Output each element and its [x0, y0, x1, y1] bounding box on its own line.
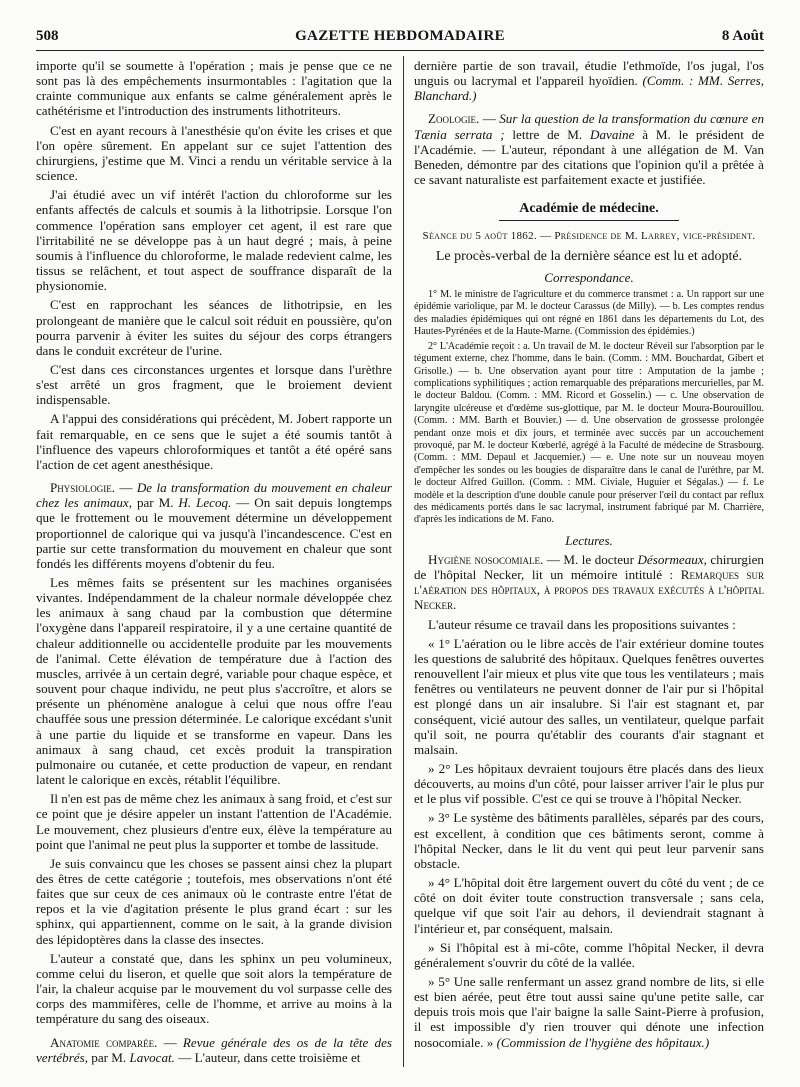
section-text: — On sait depuis longtemps que le frottement ou le mouvement détermine un développement proportionnel de calorique qui va jusqu'à l'incandescence. C'est en partie sur cette transformation du mouvement en chaleur que sont fondés les différents moyens d'obtenir du feu. — [36, 495, 392, 571]
issue-date: 8 Août — [721, 28, 764, 44]
author-name: Lavocat. — [129, 1049, 175, 1065]
zoologie-section: Zoologie. — Sur la question de la transformation du cœnure en Tænia serrata ; lettre de M. Davaine à M. le président de l'Académie. — L'auteur, répondant à une allégation de M. Van Beneden, démontre par des citations que l'opinion qu'il a prêtée à ce savant naturaliste est parfaitement exacte et justifiée. — [414, 111, 764, 188]
correspondance-item: 1° M. le ministre de l'agriculture et du commerce transmet : a. Un rapport sur une épidémie variolique, par M. le docteur Carassus (de Milly). — b. Les comptes rendus des maladies épidémiques qui ont régné en 1861 dans les départements du Lot, des Hautes-Pyrénées et de la Haute-Marne. (Commission des épidémies.) — [414, 289, 764, 338]
correspondance-block — [414, 289, 764, 527]
commission-note: (Commission de l'hygiène des hôpitaux.) — [496, 1034, 710, 1050]
journal-title: GAZETTE HEBDOMADAIRE — [295, 28, 505, 44]
section-label: Hygiène nosocomiale. — [428, 551, 544, 567]
paragraph: Il n'en est pas de même chez les animaux à sang froid, et c'est sur ce point que je désire appeler un instant l'attention de l'Académie. Le mouvement, chez plusieurs d'entre eux, élève la température au point que l'animal ne peut plus la supporter et tombe de lassitude. — [36, 791, 392, 852]
paragraph — [414, 974, 764, 1050]
section-label: Physiologie. — [50, 480, 116, 496]
byline: par M. — [136, 495, 174, 511]
commission-note: (Comm. : MM. Serres, Blanchard.) — [414, 73, 764, 104]
author-name: Davaine — [590, 126, 635, 142]
paragraph: C'est en rapprochant les séances de lithotripsie, en les prolongeant de manière que le calcul soit réduit en poussière, qu'on pourra parvenir à éviter les suites du séjour des corps étrangers dans le conduit excréteur de l'urine. — [36, 297, 392, 358]
header-rule — [36, 50, 764, 51]
page-header — [36, 28, 764, 48]
paragraph: » 3° Le système des bâtiments parallèles, séparés par des cours, est excellent, à condition que ces bâtiments seront, comme à l'hôpital Necker, dans le lit du vent qui peut leur parvenir sans obstacle. — [414, 810, 764, 871]
byline: par M. — [91, 1049, 127, 1065]
paragraph: Les mêmes faits se présentent sur les machines organisées vivantes. Indépendamment de la chaleur normale développée chez les animaux à sang chaud par la combustion que détermine l'oxygène dans l'appareil respiratoire, il y a une certaine quantité de chaleur additionnelle ou accidentelle produite par les mouvements de l'animal. Cette élévation de température due à l'action des muscles, arrivée à un certain degré, variable pour chaque espèce, et souvent pour chaque individu, ne peut plus s'accroître, et alors se présente un phénomène analogue à celui que nous offre l'eau chauffée sous une pression déterminée. Le calorique excédant s'unit à une partie du liquide et se transforme en vapeur. Dans les animaux à sang chaud, cet excès produit la transpiration pulmonaire ou cutanée, et cette production de vapeur, en rendant latent le calorique en excès, rétablit l'équilibre. — [36, 575, 392, 788]
section-text: lettre de M. — [512, 126, 583, 142]
heading-rule — [499, 220, 679, 221]
column-divider — [403, 56, 404, 1067]
paragraph: L'auteur résume ce travail dans les propositions suivantes : — [428, 616, 736, 632]
paragraph: Je suis convaincu que les choses se passent ainsi chez la plupart des êtres de cette catégorie ; toutefois, mes observations n'ont été faites que sur ceux de ces animaux où le contraste entre l'état de repos et la vie d'agitation présente le plus grand écart : sur les sphinx, qui appartiennent, comme on le sait, à la grande division des lépidoptères dans la classe des insectes. — [36, 855, 392, 947]
paragraph: L'auteur a constaté que, dans les sphinx un peu volumineux, comme celui du liseron, et quelle que soit alors la température de l'air, la chaleur acquise par le mouvement du vol surpasse celle des corps des mammifères, celle de l'homme, et arrive au moins à la température du sang des oiseaux. — [36, 950, 392, 1027]
academie-heading: Académie de médecine. — [519, 201, 659, 217]
hygiene-section — [414, 552, 764, 613]
section-title: De la transformation du mouvement en chaleur chez les animaux, — [36, 480, 392, 511]
paragraph: » 4° L'hôpital doit être largement ouvert du côté du vent ; de ce côté on doit éviter toute construction transversale ; sans cela, quelque vif que soit l'air au dehors, il deviendrait stagnant à l'intérieur et, par conséquent, malsain. — [414, 875, 764, 936]
memoir-title: Remarques sur l'aération des hôpitaux, à propos des travaux exécutés à l'hôpital Necker. — [414, 567, 764, 613]
page-number: 508 — [36, 28, 59, 44]
paragraph-text: » 5° Une salle renfermant un assez grand nombre de lits, si elle est bien aérée, peut être tout aussi saine qu'une petite salle, car depuis trois mois que l'air baigne la salle Saint-Pierre à profusion, il est impossible d'y rien trouver qui dénote une infection nosocomiale. » — [414, 974, 764, 1050]
section-text: — L'auteur, dans cette troisième et — [178, 1049, 361, 1065]
paragraph: « 1° L'aération ou le libre accès de l'air extérieur domine toutes les questions de salubrité des hôpitaux. Quelques fenêtres ouvertes renouvellent l'air mieux et plus vite que tous les ventilateurs ; mais fenêtres ou ventilateurs ne peuvent donner de l'air pur si l'hôpital est plongé dans un air insalubre. Si l'air est stagnant et, par conséquent, vicié autour des salles, un ventilateur, quelque parfait qu'il soit, ne pourra qu'établir des courants d'air stagnant et malsain. — [414, 635, 764, 757]
anatomie-section: Anatomie comparée. — Revue générale des os de la tête des vertébrés, par M. Lavocat. — L'auteur, dans cette troisième et — [36, 1034, 392, 1065]
right-column — [414, 58, 764, 1078]
physiologie-section: Physiologie. — De la transformation du mouvement en chaleur chez les animaux, par M. H. Lecoq. — On sait depuis longtemps que le frottement ou le mouvement détermine un développement proportionnel de calorique qui va jusqu'à l'incandescence. C'est en partie sur cette transformation du mouvement en chaleur que sont fondés les différents moyens d'obtenir du feu. — [36, 480, 392, 571]
author-name: H. Lecoq. — [178, 495, 232, 511]
correspondance-item: 2° L'Académie reçoit : a. Un travail de M. le docteur Réveil sur l'absorption par le tégument externe, chez l'homme, dans le bain. (Comm. : MM. Bouchardat, Gibert et Grisolle.) — b. Une observation ayant pour titre : Amputation de la jambe ; complications syphilitiques ; action remarquable des préparations mercurielles, par M. le docteur Baldou. (Comm. : MM. Ricord et Gosselin.) — c. Une observation de laryngite ulcéreuse et d'œdème sus-glottique, par M. le docteur Moura-Bourouillou. (Comm. : MM. Barth et Bouvier.) — d. Une observation de grossesse prolongée pendant onze mois et dix jours, et terminée avec succès par un accouchement provoqué, par M. le docteur Kœberlé, agrégé à la Faculté de médecine de Strasbourg. (Comm. : MM. Depaul et Jacquemier.) — e. Une note sur un nouveau moyen d'empêcher les sondes ou les bougies de disparaître dans le canal de l'urèthre, par M. le docteur Alfred Guillon. (Comm. : MM. Civiale, Huguier et Ségalas.) — f. Le modèle et la description d'une double canule pour préserver l'œil du contact par reflux des médicaments portés dans le sac lacrymal, instrument fabriqué par M. Charrière, d'après les indications de M. Fano. — [414, 340, 764, 526]
paragraph — [414, 58, 764, 103]
section-text: à M. le président de l'Académie. — L'auteur, répondant à une allégation de M. Van Beneden, démontre par des citations que l'opinion qu'il a prêtée à ce savant naturaliste est parfaitement exacte et justifiée. — [414, 126, 764, 188]
paragraph: C'est dans ces circonstances urgentes et lorsque dans l'urèthre s'est arrêté un gros fragment, que le broiement devient indispensable. — [36, 361, 392, 408]
paragraph: J'ai étudié avec un vif intérêt l'action du chloroforme sur les enfants affectés de calculs et soumis à la lithotripsie. Lorsque l'on commence l'opération sans employer cet agent, il est rare que l'irritabilité ne se développe pas à un haut degré ; mais, à peine soumis à l'influence du chloroforme, le malade redevient calme, les tissus se relâchent, et tout aspect de souffrance disparaît de la physionomie. — [36, 187, 392, 294]
correspondance-heading: Correspondance. — [544, 269, 634, 285]
section-label: Zoologie. — [428, 111, 480, 127]
section-text: chirurgien de l'hôpital Necker, lit un mémoire intitulé : — [414, 551, 764, 583]
section-text: — M. le docteur — [546, 551, 634, 567]
left-column — [36, 58, 392, 1078]
paragraph: » 2° Les hôpitaux devraient toujours être placés dans des lieux découverts, au moins d'un côté, pour laisser arriver l'air le plus pur et le plus vif possible. C'est ce qui se trouve à l'hôpital Necker. — [414, 760, 764, 807]
paragraph: importe qu'il se soumette à l'opération ; mais je pense que ce ne sont pas là des empêchements insurmontables : l'agitation que la crainte communique aux enfants se calme généralement après le cathétérisme et l'introduction des instruments lithotriteurs. — [36, 58, 392, 119]
paragraph: C'est en ayant recours à l'anesthésie qu'on évite les crises et que l'on opère sûrement. En appelant sur ce sujet l'attention des chirurgiens, j'estime que M. Vinci a rendu un véritable service à la science. — [36, 122, 392, 184]
paragraph: A l'appui des considérations qui précèdent, M. Jobert rapporte un fait remarquable, en ce sens que le sujet a été soumis tantôt à l'influence des vapeurs chloroformiques et tantôt a été opéré sans l'action de cet agent anesthésique. — [36, 411, 392, 472]
seance-line: Séance du 5 août 1862. — Présidence de M. Larrey, vice-président. — [422, 230, 756, 243]
section-title: Sur la question de la transformation du cœnure en Tænia serrata ; — [414, 111, 764, 142]
lectures-heading: Lectures. — [565, 532, 613, 548]
section-label: Anatomie comparée. — [50, 1034, 158, 1050]
proces-verbal: Le procès-verbal de la dernière séance est lu et adopté. — [435, 249, 743, 265]
author-name: Désormeaux, — [637, 551, 707, 567]
paragraph: » Si l'hôpital est à mi-côte, comme l'hôpital Necker, il devra généralement s'ouvrir du côté de la vallée. — [414, 939, 764, 970]
section-title: Revue générale des os de la tête des vertébrés, — [36, 1034, 392, 1065]
continuation-text: dernière partie de son travail, étudie l'ethmoïde, l'os jugal, l'os unguis ou lacrymal et l'appareil hyoïdien. — [414, 58, 764, 89]
